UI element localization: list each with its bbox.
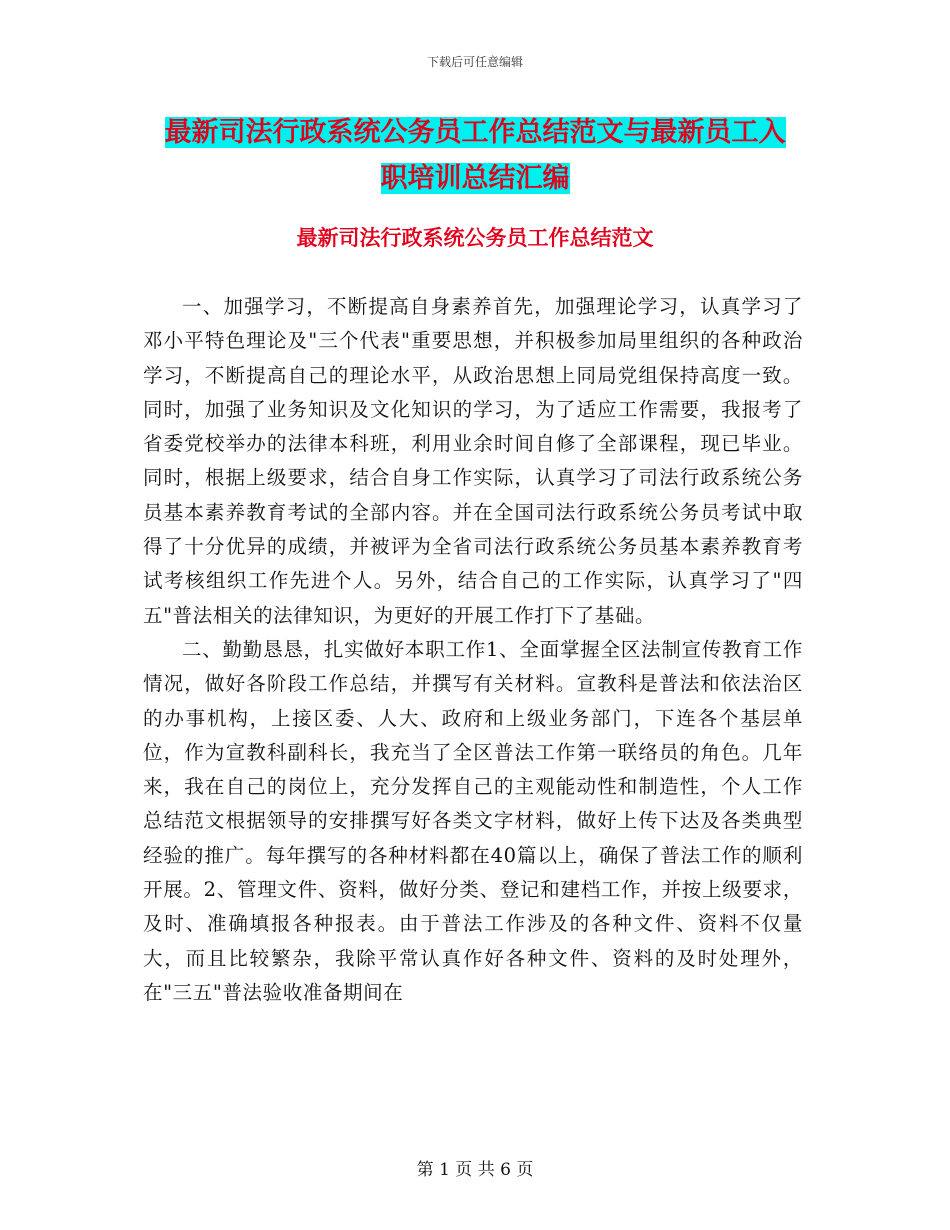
paragraph-1: 一、加强学习，不断提高自身素养首先，加强理论学习，认真学习了邓小平特色理论及"三个代表"重要思想，并积极参加局里组织的各种政治学习，不断提高自己的理论水平，从政治思想上同局党组保持高度一致。同时，加强了业务知识及文化知识的学习，为了适应工作需要，我报考了省委党校举办的法律本科班，利用业余时间自修了全部课程，现已毕业。同时，根据上级要求，结合自身工作实际，认真学习了司法行政系统公务员基本素养教育考试的全部内容。并在全国司法行政系统公务员考试中取得了十分优异的成绩，并被评为全省司法行政系统公务员基本素养教育考试考核组织工作先进个人。另外，结合自己的工作实际，认真学习了"四五"普法相关的法律知识，为更好的开展工作打下了基础。 [143, 295, 803, 627]
document-body [143, 290, 803, 1010]
page-number: 第 1 页 共 6 页 [416, 1160, 534, 1180]
document-title [140, 110, 810, 202]
section-title: 最新司法行政系统公务员工作总结范文 [296, 225, 654, 250]
document-title-line-1: 最新司法行政系统公务员工作总结范文与最新员工入 [164, 117, 786, 148]
page-header-note: 下载后可任意编辑 [426, 55, 523, 69]
paragraph-2: 二、勤勤恳恳，扎实做好本职工作1、全面掌握全区法制宣传教育工作情况，做好各阶段工作总结，并撰写有关材料。宣教科是普法和依法治区的办事机构，上接区委、人大、政府和上级业务部门，下连各个基层单位，作为宣教科副科长，我充当了全区普法工作第一联络员的角色。几年来，我在自己的岗位上，充分发挥自己的主观能动性和制造性，个人工作总结范文根据领导的安排撰写好各类文字材料，做好上传下达及各类典型经验的推广。每年撰写的各种材料都在40篇以上，确保了普法工作的顺利开展。2、管理文件、资料，做好分类、登记和建档工作，并按上级要求，及时、准确填报各种报表。由于普法工作涉及的各种文件、资料不仅量大，而且比较繁杂，我除平常认真作好各种文件、资料的及时处理外，在"三五"普法验收准备期间在 [143, 637, 803, 1004]
document-title-line-2: 职培训总结汇编 [380, 163, 570, 194]
